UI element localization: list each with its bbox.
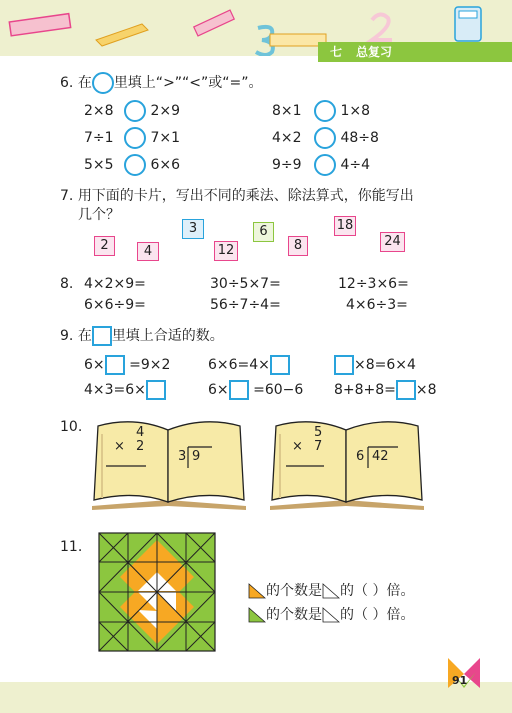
chapter-title: 总复习 (356, 45, 393, 59)
q6-suffix: 里填上“>”“<”或“=”。 (113, 75, 263, 91)
number-card: 24 (380, 232, 405, 252)
q6-expr: 2×8 (84, 103, 114, 119)
q9-prefix: 在 (77, 328, 92, 344)
q11-number: 11. (60, 539, 83, 555)
q11-line1 (248, 582, 414, 600)
number-card: 8 (288, 236, 308, 256)
q9-expr: ×8=6×4 (354, 357, 416, 373)
number-two-icon (366, 10, 396, 44)
q6-expr: 7×1 (150, 130, 180, 146)
q7-number: 7. (60, 188, 74, 204)
q6-row2-left (84, 127, 180, 149)
open-book-icon (266, 420, 428, 514)
book2-divisor: 6 (356, 449, 365, 464)
q6-expr: 4×2 (272, 130, 302, 146)
q6-row1-right (272, 100, 370, 122)
q9-r1a (84, 355, 170, 375)
q9-r2c (334, 380, 437, 400)
q6-answer-circle[interactable] (124, 154, 146, 176)
q6-instruction (60, 72, 263, 94)
q9-suffix: 里填上合适的数。 (111, 328, 224, 344)
q6-row3-left (84, 154, 180, 176)
q6-answer-circle[interactable] (124, 127, 146, 149)
answer-circle-icon (92, 72, 114, 94)
q9-expr: 6×6=4× (208, 357, 270, 373)
triangle-pattern (98, 532, 216, 652)
q9-r1c (334, 355, 416, 375)
q8-row1 (60, 275, 409, 293)
q9-expr: 6× (84, 357, 105, 373)
q9-answer-box[interactable] (396, 380, 416, 400)
q8-number: 8. (60, 276, 74, 292)
green-triangle-icon (248, 607, 266, 623)
q6-answer-circle[interactable] (314, 154, 336, 176)
ruler-icon (8, 12, 78, 42)
number-card: 18 (334, 216, 356, 236)
q9-answer-box[interactable] (270, 355, 290, 375)
footer-band (0, 682, 512, 713)
white-triangle-icon (322, 607, 340, 623)
q11-line2 (248, 606, 414, 624)
q9-answer-box[interactable] (146, 380, 166, 400)
q11-text: 的（ ）倍。 (340, 607, 415, 623)
q7-line2: 几个？ (78, 207, 120, 223)
white-triangle-icon (322, 583, 340, 599)
q6-expr: 1×8 (340, 103, 370, 119)
q6-expr: 7÷1 (84, 130, 114, 146)
q6-answer-circle[interactable] (314, 100, 336, 122)
q8-expr: 12÷3×6= (338, 276, 409, 292)
q9-expr: 8+8+8= (334, 382, 396, 398)
q9-answer-box[interactable] (105, 355, 125, 375)
q6-row3-right (272, 154, 370, 176)
ruler-icon-2 (190, 4, 240, 44)
chapter-number: 七 (330, 45, 343, 59)
q9-answer-box[interactable] (229, 380, 249, 400)
q9-instruction (60, 326, 224, 346)
q6-row2-right (272, 127, 379, 149)
q6-expr: 2×9 (150, 103, 180, 119)
book2-dividend: 42 (372, 449, 389, 464)
q8-expr: 4×6÷3= (346, 297, 408, 313)
q9-expr: =60−6 (253, 382, 304, 398)
q9-r1b (208, 355, 290, 375)
q11-text: 的个数是 (266, 583, 322, 599)
q9-expr: ×8 (415, 382, 437, 398)
number-card: 2 (94, 236, 115, 256)
q7-line1 (60, 187, 414, 205)
book1-op: × (114, 439, 125, 454)
q9-answer-box[interactable] (334, 355, 354, 375)
q11-text: 的（ ）倍。 (340, 583, 415, 599)
q6-expr: 6×6 (150, 157, 180, 173)
calculator-icon (452, 4, 486, 44)
q6-answer-circle[interactable] (314, 127, 336, 149)
q8-expr: 56÷7÷4= (210, 297, 281, 313)
q7-text-line1: 用下面的卡片，写出不同的乘法、除法算式，你能写出 (77, 188, 414, 204)
book2-bottom: 7 (314, 439, 323, 454)
number-card: 6 (253, 222, 274, 242)
q9-r2b (208, 380, 303, 400)
q6-row1-left (84, 100, 180, 122)
q9-number: 9. (60, 328, 74, 344)
q8-expr: 6×6÷9= (84, 297, 146, 313)
number-card: 3 (182, 219, 204, 239)
chapter-tag (318, 42, 512, 62)
q6-answer-circle[interactable] (124, 100, 146, 122)
q6-expr: 8×1 (272, 103, 302, 119)
q6-number: 6. (60, 75, 74, 91)
book2-op: × (292, 439, 303, 454)
answer-box-icon (92, 326, 112, 346)
q9-expr: 4×3=6× (84, 382, 146, 398)
q11-text: 的个数是 (266, 607, 322, 623)
q9-expr: 6× (208, 382, 229, 398)
number-card: 12 (214, 241, 238, 261)
open-book-icon (88, 420, 250, 514)
book1-divisor: 3 (178, 449, 187, 464)
book1-dividend: 9 (192, 449, 201, 464)
q10-number: 10. (60, 419, 83, 435)
number-card: 4 (137, 242, 159, 261)
book2-top: 5 (314, 425, 323, 440)
orange-triangle-icon (248, 583, 266, 599)
q6-prefix: 在 (77, 75, 92, 91)
book1-top: 4 (136, 425, 145, 440)
q8-expr: 30÷5×7= (210, 276, 281, 292)
q8-expr: 4×2×9= (84, 276, 146, 292)
book1-bottom: 2 (136, 439, 145, 454)
q6-expr: 4÷4 (340, 157, 370, 173)
q9-expr: =9×2 (129, 357, 171, 373)
q6-expr: 5×5 (84, 157, 114, 173)
q9-r2a (84, 380, 166, 400)
q6-expr: 9÷9 (272, 157, 302, 173)
q6-expr: 48÷8 (340, 130, 379, 146)
pencil-icon (92, 18, 162, 48)
page-number: 91 (452, 674, 468, 687)
